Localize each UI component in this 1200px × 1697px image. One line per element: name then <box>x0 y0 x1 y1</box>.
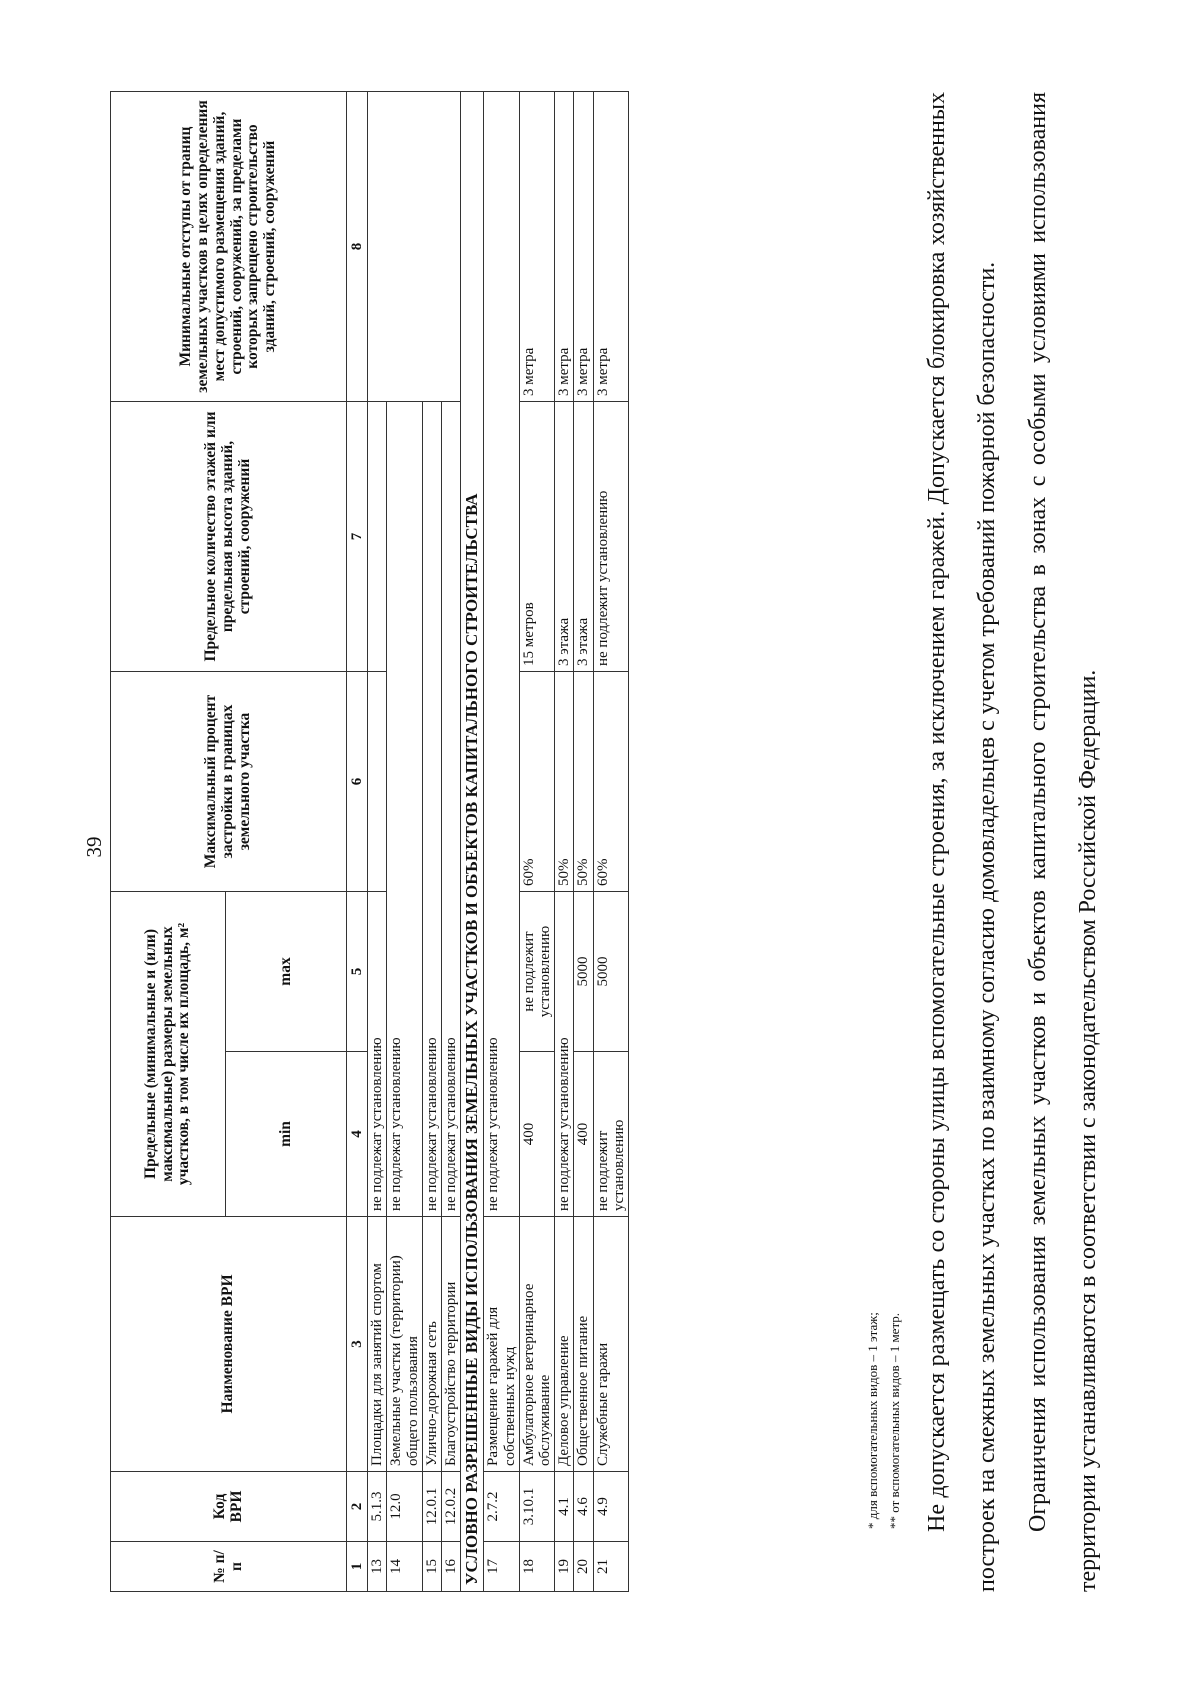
row-name: Площадки для занятий спортом <box>368 1217 387 1472</box>
row-code: 3.10.1 <box>519 1472 554 1542</box>
column-number: 4 <box>347 1052 368 1217</box>
row-limits-not-set: не подлежат установлению <box>368 892 387 1217</box>
paragraph: Ограничения использования земельных участков и объектов капитального строительства в зонах с особыми условиями использования территории устанавливаются в соответствии с законодательством Российской Федерации. <box>1024 92 1102 1592</box>
header-num: № п/п <box>111 1542 347 1592</box>
header-name: Наименование ВРИ <box>111 1217 347 1472</box>
row-coverage: 60% <box>593 672 628 892</box>
row-setback: 3 метра <box>519 92 554 402</box>
section-row <box>461 92 484 1592</box>
footnote: ** от вспомогательных видов – 1 метр. <box>887 1312 903 1529</box>
row-number: 15 <box>422 1542 441 1592</box>
row-setback: 3 метра <box>593 92 628 402</box>
row-coverage: 50% <box>555 672 574 892</box>
row-name: Земельные участки (территории) общего пользования <box>387 1217 422 1472</box>
row-number: 14 <box>387 1542 422 1592</box>
row-number: 20 <box>574 1542 593 1592</box>
row-limits-not-set: не подлежат установлению <box>484 92 519 1217</box>
column-number: 6 <box>347 672 368 892</box>
row-floors: 3 этажа <box>574 402 593 672</box>
table-row <box>519 92 554 1592</box>
table-row <box>574 92 593 1592</box>
page-number: 39 <box>82 836 106 858</box>
body-text <box>912 92 1114 1592</box>
header-max: max <box>226 892 347 1052</box>
row-max: 5000 <box>593 892 628 1052</box>
paragraph: Не допускается размещать со стороны улицы вспомогательные строения, за исключением гаражей. Допускается блокировка хозяйственных построек на смежных земельных участках по взаимному согласию домовладельцев с учетом требований пожарной безопасности. <box>924 92 1001 1592</box>
row-code: 5.1.3 <box>368 1472 387 1542</box>
header-size-group: Предельные (минимальные и (или) максимальные) размеры земельных участков, в том числе их площадь, м² <box>111 892 226 1217</box>
row-limits-not-set: не подлежат установлению <box>387 92 422 1217</box>
table-row <box>422 92 441 1592</box>
column-numbers-row <box>347 92 368 1592</box>
row-name: Благоустройство территории <box>441 1217 460 1472</box>
column-number: 3 <box>347 1217 368 1472</box>
row-name: Деловое управление <box>555 1217 574 1472</box>
zoning-table <box>110 91 629 1592</box>
row-min: не подлежит установлению <box>593 1052 628 1217</box>
row-coverage: 60% <box>519 672 554 892</box>
row-code: 4.9 <box>593 1472 628 1542</box>
row-min: 400 <box>519 1052 554 1217</box>
row-code: 12.0.2 <box>441 1472 460 1542</box>
table-row <box>593 92 628 1592</box>
header-row <box>111 92 226 1592</box>
table-row <box>387 92 422 1592</box>
section-title: УСЛОВНО РАЗРЕШЕННЫЕ ВИДЫ ИСПОЛЬЗОВАНИЯ ЗЕМЕЛЬНЫХ УЧАСТКОВ И ОБЪЕКТОВ КАПИТАЛЬНОГО СТРОИТЕЛЬСТВА <box>461 92 484 1592</box>
row-number: 21 <box>593 1542 628 1592</box>
column-number: 8 <box>347 92 368 402</box>
header-min: min <box>226 1052 347 1217</box>
row-name: Общественное питание <box>574 1217 593 1472</box>
row-code: 12.0 <box>387 1472 422 1542</box>
row-floors: не подлежит установлению <box>593 402 628 672</box>
row-code: 4.6 <box>574 1472 593 1542</box>
row-code: 12.0.1 <box>422 1472 441 1542</box>
row-limits-not-set: не подлежат установлению <box>422 92 441 1217</box>
row-name: Служебные гаражи <box>593 1217 628 1472</box>
row-number: 13 <box>368 1542 387 1592</box>
table-row <box>555 92 574 1592</box>
row-max: 5000 <box>574 892 593 1052</box>
header-setbacks: Минимальные отступы от границ земельных участков в целях определения мест допустимого размещения зданий, строений, сооружений, за пределами которых запрещено строительство зданий, строений, сооружений <box>111 92 347 402</box>
row-coverage <box>368 672 387 892</box>
column-number: 2 <box>347 1472 368 1542</box>
row-number: 18 <box>519 1542 554 1592</box>
row-number: 19 <box>555 1542 574 1592</box>
row-max: не подлежит установлению <box>519 892 554 1052</box>
row-code: 4.1 <box>555 1472 574 1542</box>
footnote: * для вспомогательных видов – 1 этаж; <box>865 1312 880 1529</box>
row-name: Амбулаторное ветеринарное обслуживание <box>519 1217 554 1472</box>
header-coverage: Максимальный процент застройки в границах земельного участка <box>111 672 347 892</box>
table-row <box>368 92 387 1592</box>
header-floors: Предельное количество этажей или предельная высота зданий, строений, сооружений <box>111 402 347 672</box>
row-setback: 3 метра <box>555 92 574 402</box>
row-code: 2.7.2 <box>484 1472 519 1542</box>
table-row <box>441 92 460 1592</box>
header-code: Код ВРИ <box>111 1472 347 1542</box>
row-floors: 15 метров <box>519 402 554 672</box>
column-number: 5 <box>347 892 368 1052</box>
row-setback: 3 метра <box>574 92 593 402</box>
row-floors: 3 этажа <box>555 402 574 672</box>
row-coverage: 50% <box>574 672 593 892</box>
column-number: 1 <box>347 1542 368 1592</box>
row-number: 17 <box>484 1542 519 1592</box>
row-number: 16 <box>441 1542 460 1592</box>
row-min: 400 <box>574 1052 593 1217</box>
row-floors <box>368 402 387 672</box>
row-name: Размещение гаражей для собственных нужд <box>484 1217 519 1472</box>
table-row <box>484 92 519 1592</box>
footnotes <box>862 1312 906 1529</box>
row-limits-not-set: не подлежат установлению <box>555 892 574 1217</box>
row-limits-not-set: не подлежат установлению <box>441 92 460 1217</box>
column-number: 7 <box>347 402 368 672</box>
row-name: Улично-дорожная сеть <box>422 1217 441 1472</box>
